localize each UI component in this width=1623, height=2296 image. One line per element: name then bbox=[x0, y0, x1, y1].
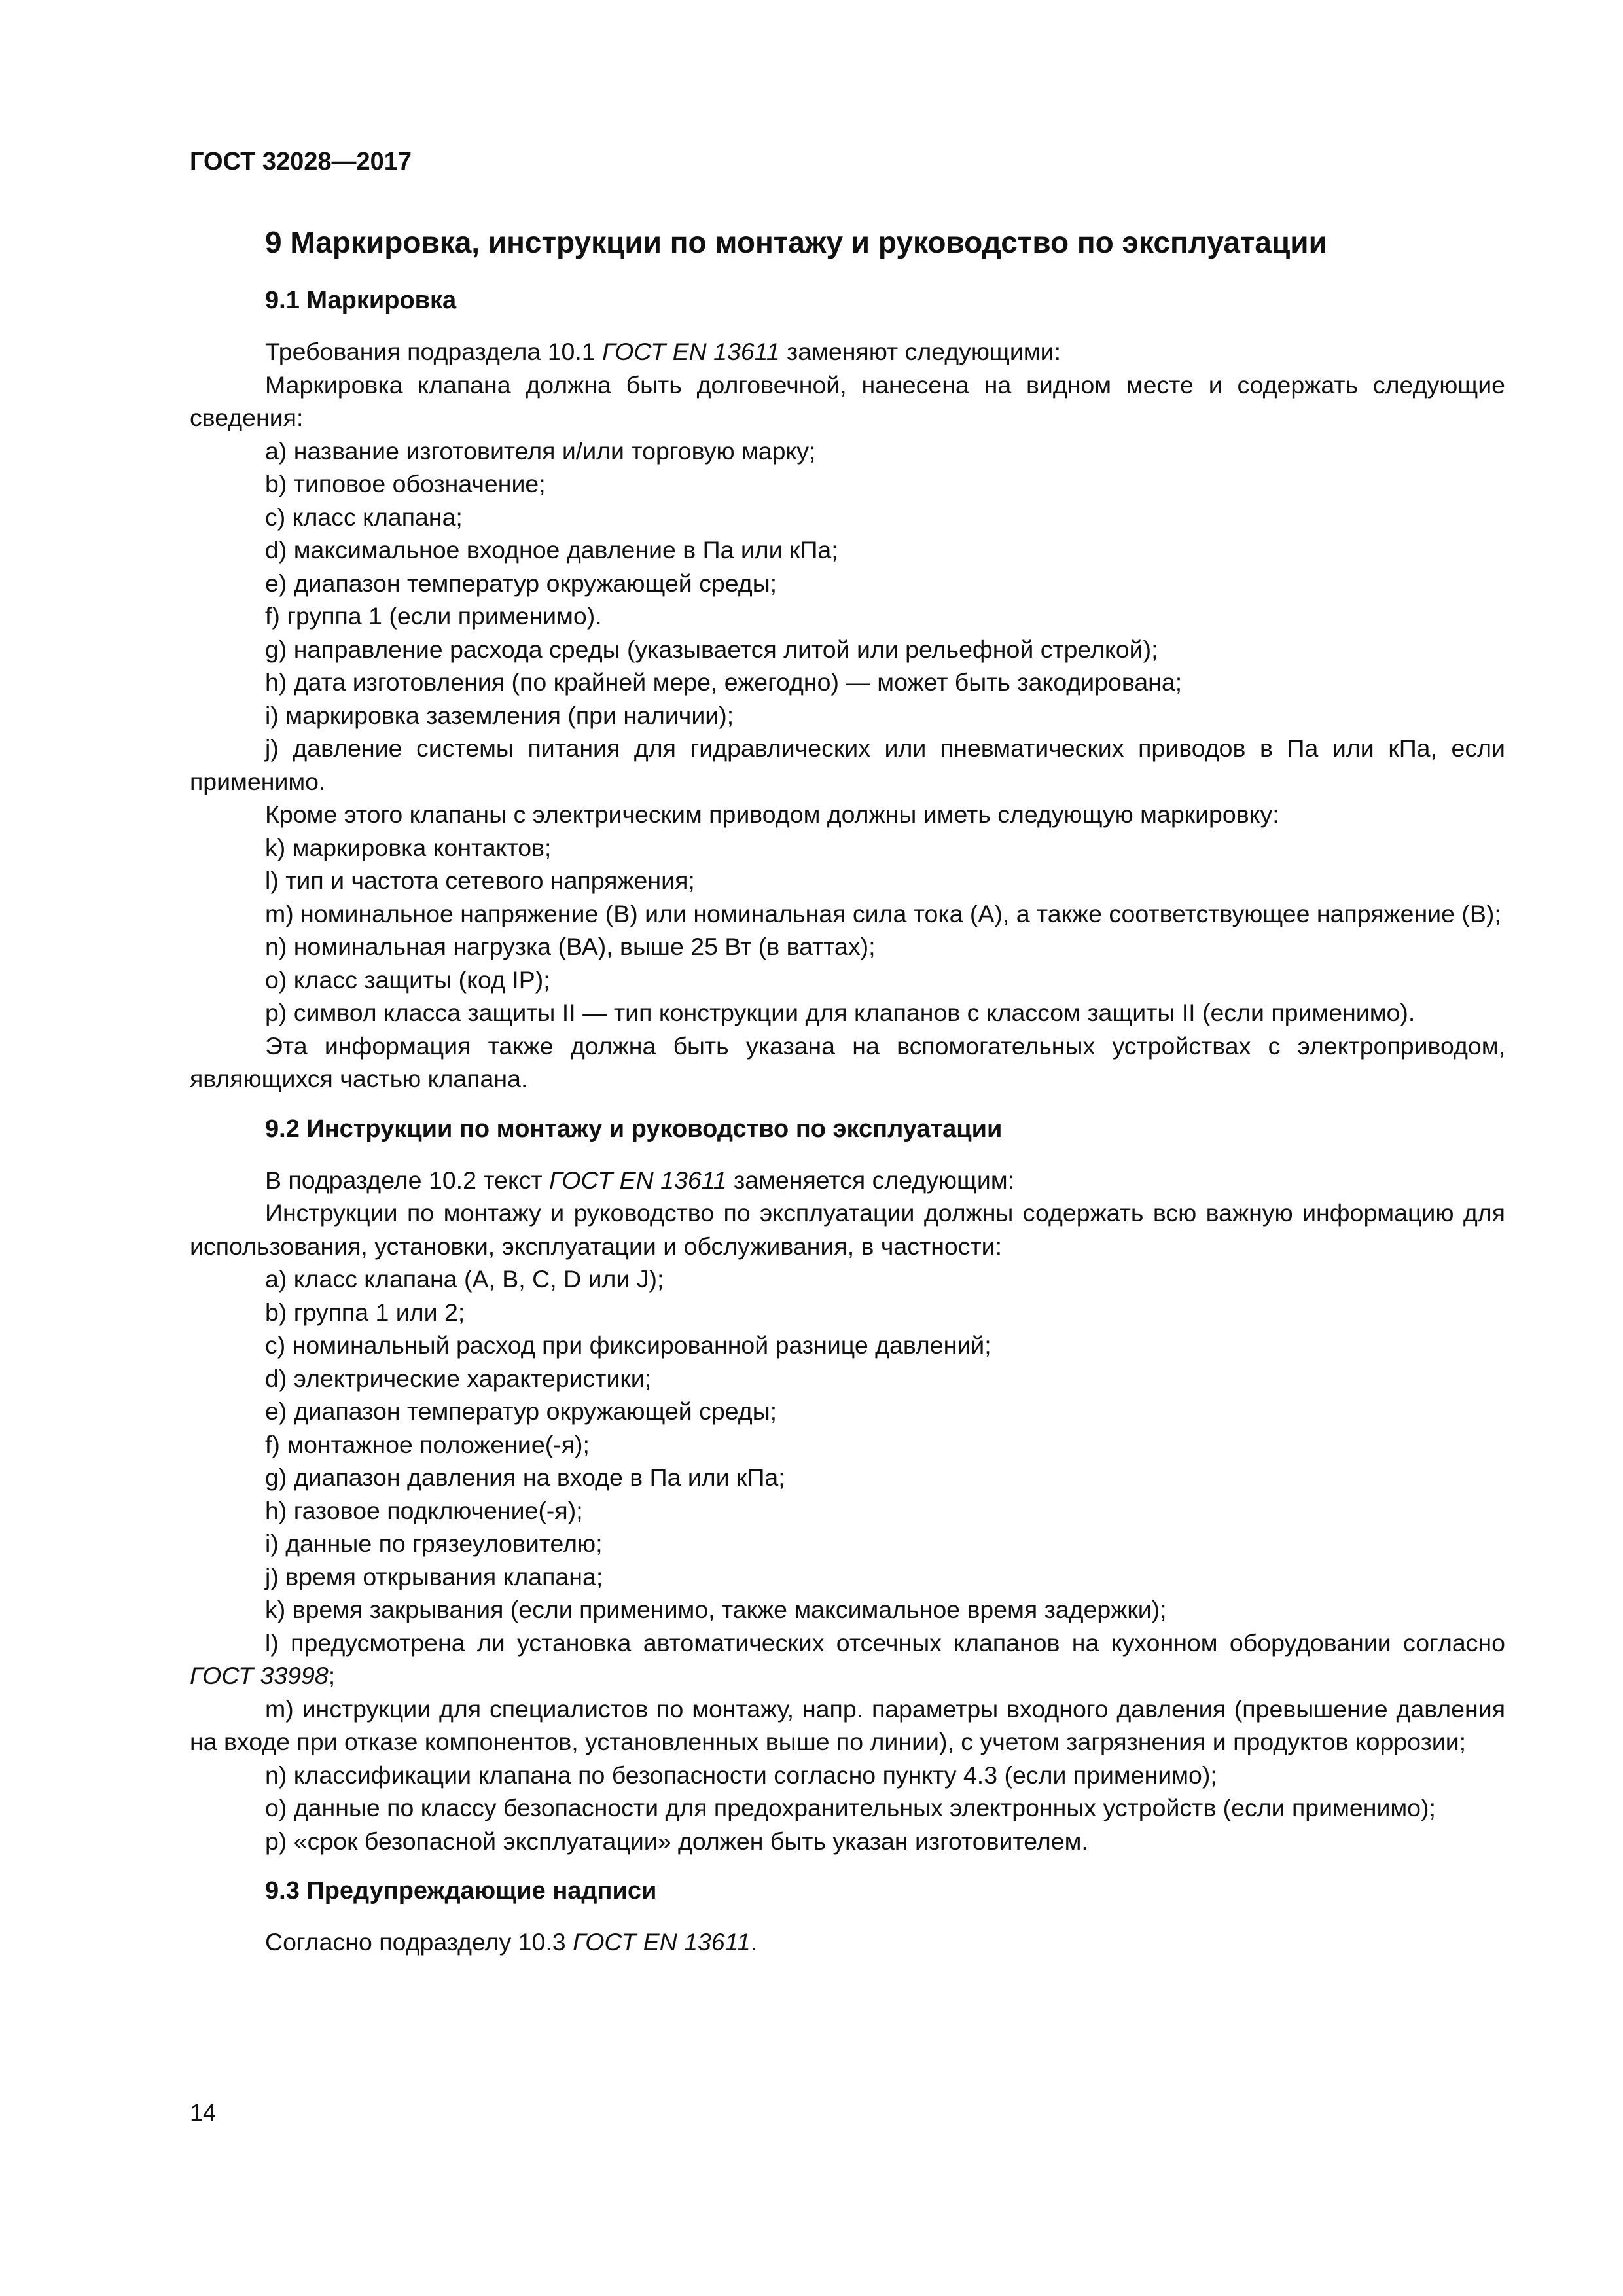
paragraph-closing: Эта информация также должна быть указана на вспомогательных устройствах с электроприводом, являющихся частью клапана. bbox=[190, 1031, 1505, 1092]
list-item bbox=[190, 1626, 1505, 1693]
text: В подразделе 10.2 текст bbox=[265, 1166, 550, 1194]
section-9-3 bbox=[190, 1874, 1505, 1959]
list-item: o) класс защиты (код IP); bbox=[265, 965, 550, 994]
list-item: j) давление системы питания для гидравлических или пневматических приводов в Па или кПа, если применимо. bbox=[190, 734, 1505, 795]
list-item: a) класс клапана (A, B, C, D или J); bbox=[265, 1265, 664, 1293]
list-item: d) электрические характеристики; bbox=[265, 1364, 652, 1392]
list-item: d) максимальное входное давление в Па или кПа; bbox=[265, 536, 838, 564]
list-item: h) дата изготовления (по крайней мере, ежегодно) — может быть закодирована; bbox=[265, 668, 1183, 696]
standard-reference: ГОСТ 33998 bbox=[190, 1662, 329, 1689]
paragraph-intro bbox=[190, 1164, 1505, 1197]
document-header: ГОСТ 32028—2017 bbox=[190, 148, 412, 175]
list-item: i) данные по грязеуловителю; bbox=[265, 1530, 603, 1557]
paragraph-lead: Маркировка клапана должна быть долговечной, нанесена на видном месте и содержать следующие сведения: bbox=[190, 370, 1505, 431]
paragraph-text bbox=[190, 1926, 1505, 1959]
list-item: e) диапазон температур окружающей среды; bbox=[265, 1397, 777, 1425]
section-9-2 bbox=[190, 1113, 1505, 1858]
list-item: g) диапазон давления на входе в Па или кПа; bbox=[265, 1463, 785, 1491]
list-item: n) номинальная нагрузка (ВА), выше 25 Вт (в ваттах); bbox=[265, 933, 876, 960]
text: l) предусмотрена ли установка автоматических отсечных клапанов на кухонном оборудовании согласно bbox=[265, 1628, 1505, 1657]
list-item: m) номинальное напряжение (В) или номинальная сила тока (А), а также соответствующее напряжение (В); bbox=[265, 899, 1501, 927]
section-9-1 bbox=[190, 284, 1505, 1096]
document-body bbox=[190, 223, 1505, 1976]
list-item: a) название изготовителя и/или торговую марку; bbox=[265, 437, 816, 465]
list-item: f) группа 1 (если применимо). bbox=[265, 602, 602, 630]
section-9-heading: 9 Маркировка, инструкции по монтажу и руководство по эксплуатации bbox=[265, 225, 1327, 259]
text: . bbox=[750, 1928, 758, 1956]
standard-reference: ГОСТ EN 13611 bbox=[573, 1928, 751, 1956]
paragraph-extra-lead: Кроме этого клапаны с электрическим приводом должны иметь следующую маркировку: bbox=[265, 800, 1279, 828]
list-item: c) номинальный расход при фиксированной разнице давлений; bbox=[265, 1331, 991, 1359]
text: ; bbox=[328, 1662, 336, 1689]
list-item: c) класс клапана; bbox=[265, 503, 463, 531]
standard-reference: ГОСТ EN 13611 bbox=[602, 338, 780, 365]
list-item: g) направление расхода среды (указывается литой или рельефной стрелкой); bbox=[265, 635, 1158, 663]
list-item: b) группа 1 или 2; bbox=[265, 1298, 465, 1326]
text: Требования подраздела 10.1 bbox=[265, 338, 603, 365]
list-item: l) тип и частота сетевого напряжения; bbox=[265, 867, 695, 894]
list-item: e) диапазон температур окружающей среды; bbox=[265, 569, 777, 597]
list-item: k) время закрывания (если применимо, также максимальное время задержки); bbox=[265, 1596, 1167, 1623]
page-number: 14 bbox=[190, 2099, 217, 2126]
list-item: k) маркировка контактов; bbox=[265, 833, 552, 861]
list-item: f) монтажное положение(-я); bbox=[265, 1430, 590, 1458]
list-item: m) инструкции для специалистов по монтажу, напр. параметры входного давления (превышение давления на входе при отказе компонентов, установленных выше по линии), с учетом загрязнения и продуктов коррозии; bbox=[190, 1695, 1505, 1755]
list-item: i) маркировка заземления (при наличии); bbox=[265, 701, 734, 729]
text: заменяют следующими: bbox=[779, 338, 1061, 365]
text: Согласно подразделу 10.3 bbox=[265, 1928, 573, 1956]
list-item: h) газовое подключение(-я); bbox=[265, 1496, 583, 1524]
text: заменяется следующим: bbox=[726, 1166, 1015, 1194]
section-9-2-heading: 9.2 Инструкции по монтажу и руководство по эксплуатации bbox=[265, 1115, 1003, 1143]
list-item: o) данные по классу безопасности для предохранительных электронных устройств (если применимо); bbox=[265, 1794, 1436, 1821]
paragraph-lead: Инструкции по монтажу и руководство по эксплуатации должны содержать всю важную информацию для использования, установки, эксплуатации и обслуживания, в частности: bbox=[190, 1199, 1505, 1260]
list-item: n) классификации клапана по безопасности согласно пункту 4.3 (если применимо); bbox=[265, 1761, 1217, 1789]
section-9-1-heading: 9.1 Маркировка bbox=[265, 287, 457, 314]
list-item: p) «срок безопасной эксплуатации» должен быть указан изготовителем. bbox=[265, 1827, 1088, 1855]
standard-reference: ГОСТ EN 13611 bbox=[549, 1166, 727, 1194]
paragraph-intro bbox=[190, 335, 1505, 368]
list-item: b) типовое обозначение; bbox=[265, 470, 546, 497]
list-item: p) символ класса защиты II — тип конструкции для клапанов с классом защиты II (если применимо). bbox=[265, 999, 1416, 1026]
list-item: j) время открывания клапана; bbox=[265, 1562, 603, 1590]
section-9-3-heading: 9.3 Предупреждающие надписи bbox=[265, 1877, 657, 1905]
